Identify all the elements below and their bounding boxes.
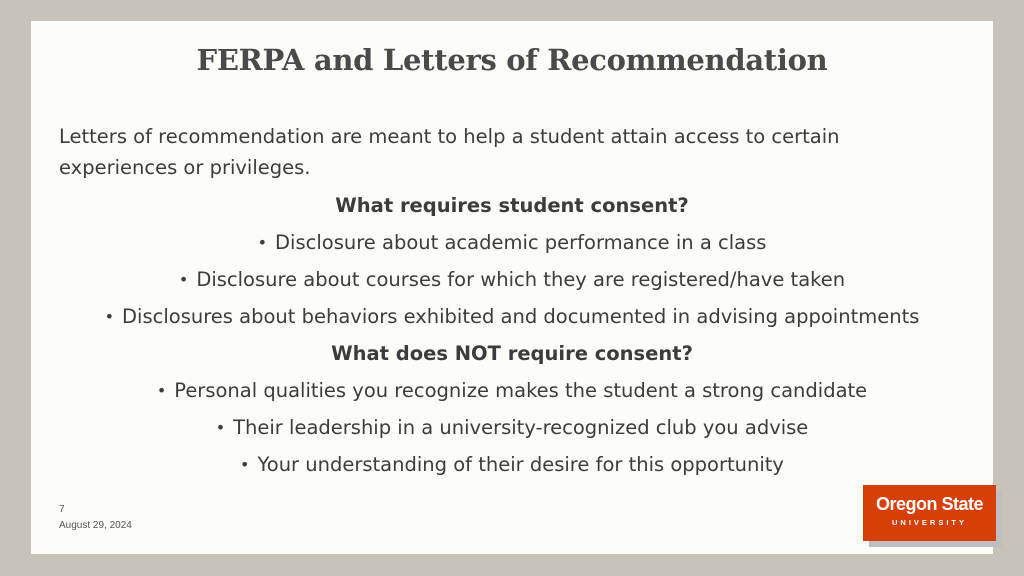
- section-heading-no-consent: What does NOT require consent?: [331, 342, 693, 365]
- bullet-item: [31, 298, 993, 335]
- bullet-item: [31, 446, 993, 483]
- logo-box: [863, 485, 996, 541]
- bullet-icon: •: [178, 270, 189, 289]
- intro-paragraph: Letters of recommendation are meant to help a student attain access to certain experiences or privileges.: [59, 125, 840, 179]
- bullet-text: Disclosure about academic performance in a class: [275, 231, 767, 254]
- bullet-icon: •: [257, 233, 268, 252]
- logo-subtitle: UNIVERSITY: [891, 518, 967, 527]
- bullet-icon: •: [240, 455, 250, 474]
- bullet-text: Disclosure about courses for which they are registered/have taken: [196, 268, 846, 291]
- slide: [31, 21, 993, 554]
- bullet-text: Disclosures about behaviors exhibited and documented in advising appointments: [122, 305, 920, 328]
- logo-name: Oregon State: [875, 494, 984, 514]
- section-heading-consent: What requires student consent?: [335, 194, 689, 217]
- bullet-item: [31, 261, 993, 298]
- bullet-item: [31, 224, 993, 261]
- slide-title: FERPA and Letters of Recommendation: [196, 43, 828, 77]
- bullet-text: Your understanding of their desire for this opportunity: [257, 453, 784, 476]
- bullet-text: Their leadership in a university-recognized club you advise: [233, 416, 809, 439]
- slide-number: 7: [59, 504, 65, 515]
- slide-date: August 29, 2024: [59, 520, 132, 531]
- bullet-item: [31, 372, 993, 409]
- bullet-icon: •: [156, 381, 167, 400]
- slide-body: [31, 187, 993, 483]
- bullet-text: Personal qualities you recognize makes the student a strong candidate: [174, 379, 868, 402]
- bullet-icon: •: [215, 418, 226, 437]
- bullet-icon: •: [104, 307, 115, 326]
- bullet-item: [31, 409, 993, 446]
- oregon-state-logo: [863, 485, 1002, 547]
